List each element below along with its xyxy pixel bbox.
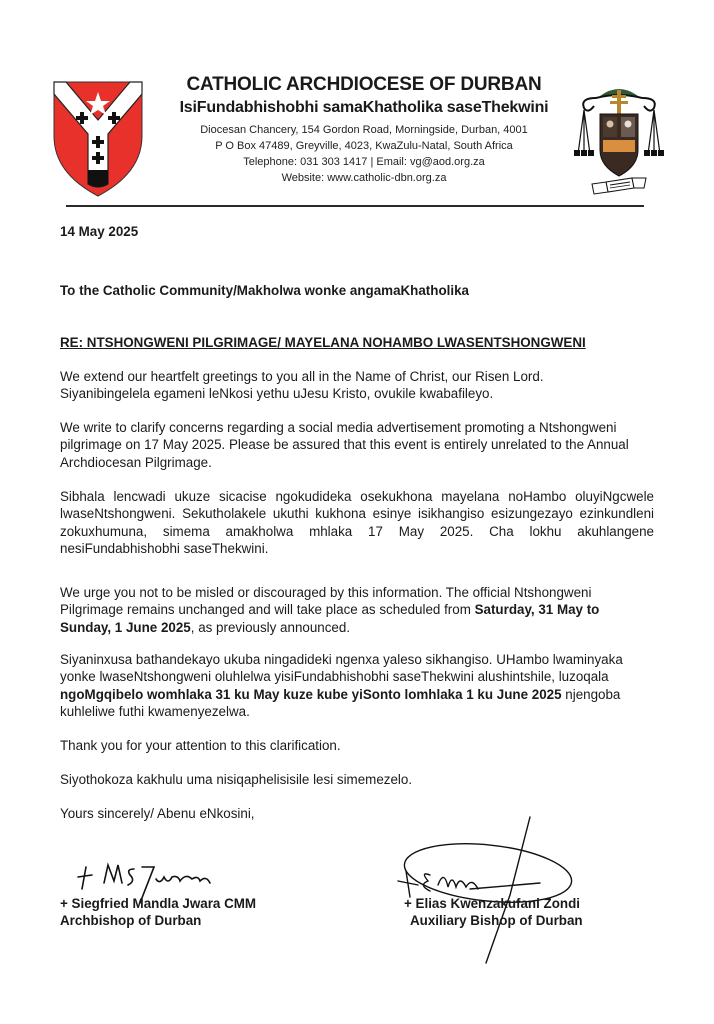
schedule-text-end: , as previously announced. — [190, 619, 351, 635]
signatory-title-auxiliary-bishop: Auxiliary Bishop of Durban — [410, 913, 583, 928]
signatory-title-archbishop: Archbishop of Durban — [60, 913, 202, 928]
subject-line: RE: NTSHONGWENI PILGRIMAGE/ MAYELANA NOHAMBO LWASENTSHONGWENI — [60, 335, 586, 350]
clarification-paragraph-zulu: Sibhala lencwadi ukuze sicacise ngokudideka osekukhona mayelana noHambo oluyiNgcwele lwaseNtshongweni. Sekutholakele ukuthi kukhona esinye isikhangiso esizungezayo ezinkundleni zokuxhumuna, simema amakholwa mhlaka 17 May 2025. Cha lokhu akuhlangene nesiFundabhishobhi saseThekwini. — [60, 489, 654, 557]
schedule-text-end: njengoba kuhleliwe futhi kwamenyezelwa. — [60, 686, 621, 720]
archdiocese-name: CATHOLIC ARCHDIOCESE OF DURBAN — [186, 74, 542, 95]
addressee: To the Catholic Community/Makholwa wonke angamaKhatholika — [60, 283, 469, 298]
chancery-address: Diocesan Chancery, 154 Gordon Road, Morningside, Durban, 4001 — [200, 124, 528, 136]
schedule-paragraph-zulu — [60, 651, 654, 721]
thanks-zulu: Siyothokoza kakhulu uma nisiqaphelisisile lesi simemezelo. — [60, 772, 413, 787]
letterhead-divider — [66, 205, 644, 207]
schedule-text: We urge you not to be misled or discouraged by this information. The official Ntshongweni Pilgrimage remains unchanged and will take place as scheduled from — [60, 585, 592, 618]
website: Website: www.catholic-dbn.org.za — [281, 172, 447, 184]
thanks-english: Thank you for your attention to this clarification. — [60, 738, 341, 753]
pilgrimage-dates: Saturday, 31 May to Sunday, 1 June 2025 — [60, 602, 600, 635]
clarification-paragraph-english: We write to clarify concerns regarding a social media advertisement promoting a Ntshongweni pilgrimage on 17 May 2025. Please be assured that this event is entirely unrelated to the Annual Archdiocesan Pilgrimage. — [60, 420, 629, 470]
archdiocese-name-zulu: IsiFundabhishobhi samaKhatholika saseThekwini — [179, 99, 549, 116]
pilgrimage-dates: ngoMgqibelo womhlaka 31 ku May kuze kube yiSonto lomhlaka 1 ku June 2025 — [60, 686, 562, 702]
episcopal-coat-of-arms-icon — [570, 84, 668, 196]
letter-date: 14 May 2025 — [60, 224, 139, 239]
handwritten-signature-icon — [390, 815, 580, 965]
po-box-address: P O Box 47489, Greyville, 4023, KwaZulu-Natal, South Africa — [215, 140, 513, 152]
signatory-name-auxiliary-bishop: + Elias Kwenzakufani Zondi — [404, 896, 580, 911]
greeting-english: We extend our heartfelt greetings to you all in the Name of Christ, our Risen Lord. — [60, 369, 544, 384]
closing: Yours sincerely/ Abenu eNkosini, — [60, 806, 255, 821]
greeting-zulu: Siyanibingelela egameni leNkosi yethu uJesu Kristo, ovukile kwabafileyo. — [60, 386, 494, 402]
greeting-paragraph — [60, 368, 654, 403]
contact-details: Telephone: 031 303 1417 | Email: vg@aod.org.za — [243, 156, 485, 168]
archdiocese-shield-icon — [52, 78, 144, 198]
schedule-text: Siyaninxusa bathandekayo ukuba ningadideki ngenxa yaleso sikhangiso. UHambo lwaminyaka yonke lwaseNtshongweni oluhlelwa yisiFundabhishobhi saseThekwini alushintshile, luzoqala — [60, 652, 623, 685]
schedule-paragraph-english — [60, 584, 654, 636]
signatory-name-archbishop: + Siegfried Mandla Jwara CMM — [60, 896, 257, 911]
